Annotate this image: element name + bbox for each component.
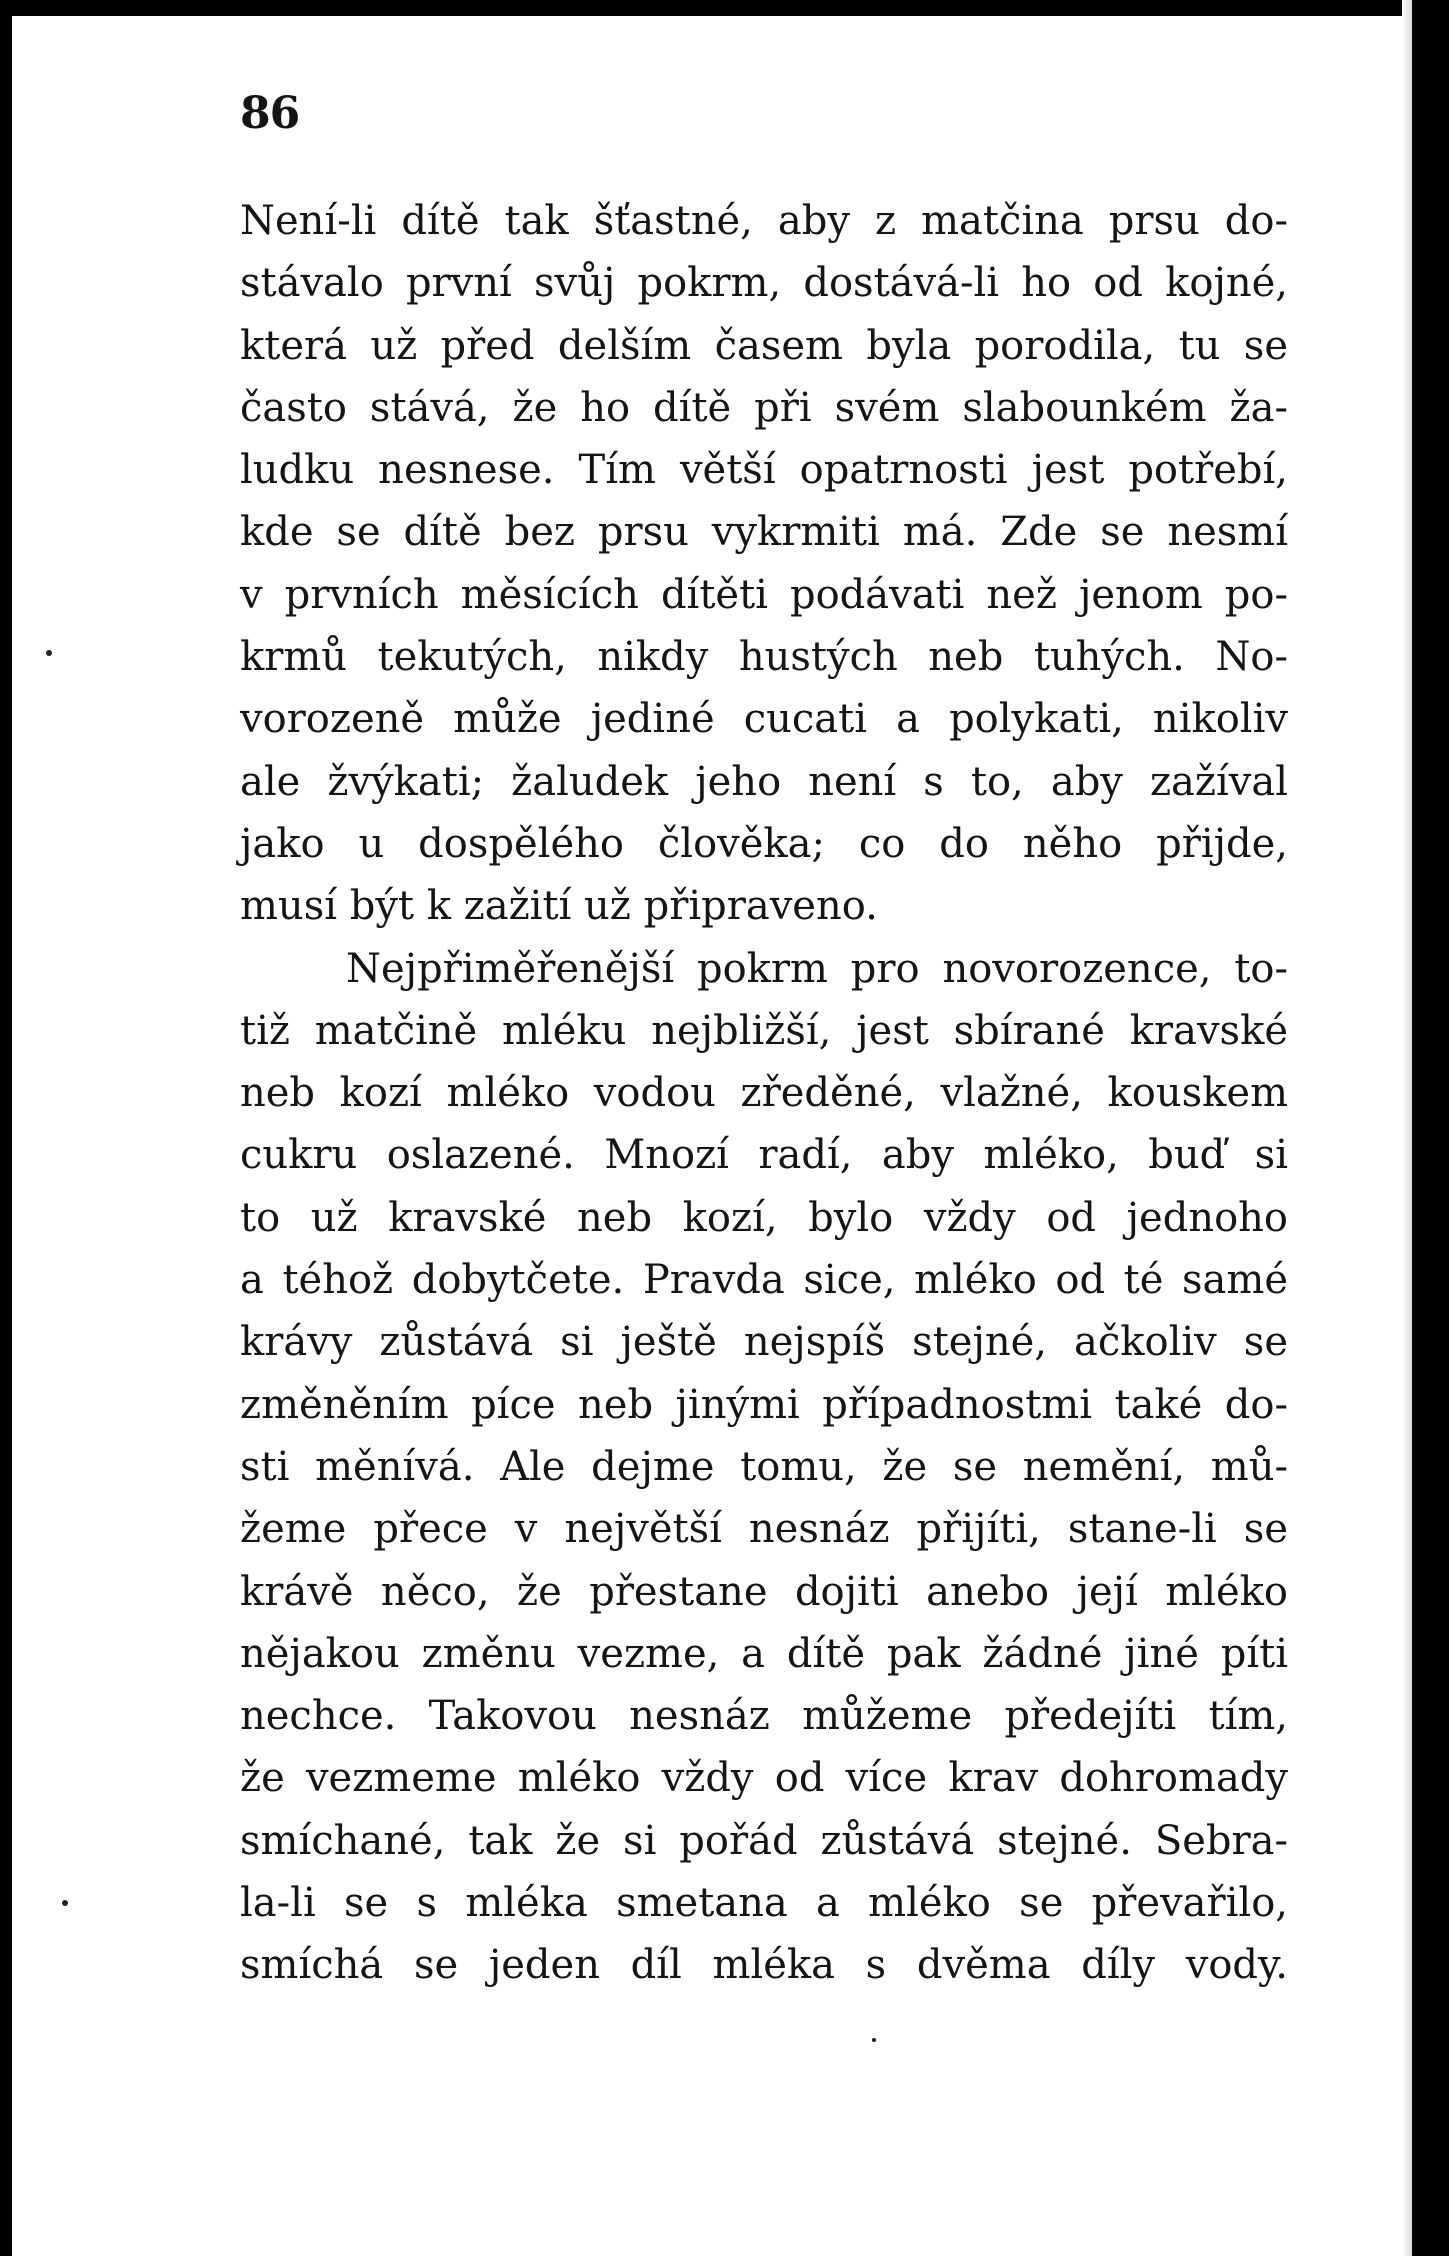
text-line: krávy zůstává si ještě nejspíš stejné, ačkoliv se bbox=[240, 1319, 1288, 1366]
text-line: musí být k zažití už připraveno. bbox=[240, 883, 878, 930]
text-line: sti měnívá. Ale dejme tomu, že se nemění, mů- bbox=[240, 1443, 1288, 1490]
text-line: neb kozí mléko vodou zředěné, vlažné, kouskem bbox=[240, 1070, 1288, 1117]
text-line: stávalo první svůj pokrm, dostává-li ho od kojné, bbox=[240, 260, 1288, 307]
text-line: Není-li dítě tak šťastné, aby z matčina prsu do- bbox=[240, 198, 1288, 244]
text-line: vorozeně může jediné cucati a polykati, nikoliv bbox=[240, 696, 1288, 743]
text-line: krávě něco, že přestane dojiti anebo její mléko bbox=[240, 1568, 1288, 1615]
text-line: a téhož dobytčete. Pravda sice, mléko od té samé bbox=[240, 1257, 1288, 1304]
text-line: žeme přece v největší nesnáz přijíti, stane-li se bbox=[240, 1506, 1288, 1553]
text-line: ale žvýkati; žaludek jeho není s to, aby zažíval bbox=[240, 758, 1288, 805]
text-line: cukru oslazené. Mnozí radí, aby mléko, buď si bbox=[240, 1132, 1288, 1179]
scan-speck bbox=[62, 1900, 68, 1906]
text-line: Nejpřiměřenější pokrm pro novorozence, to- bbox=[346, 945, 1288, 992]
text-line: to už kravské neb kozí, bylo vždy od jednoho bbox=[240, 1194, 1288, 1241]
text-line: jako u dospělého člověka; co do něho přijde, bbox=[240, 820, 1288, 867]
scan-speck bbox=[46, 650, 52, 656]
text-line: smíchané, tak že si pořád zůstává stejné. Sebra- bbox=[240, 1817, 1288, 1864]
text-line: smíchá se jeden díl mléka s dvěma díly vody. bbox=[240, 1942, 1288, 1989]
scan-border-left bbox=[0, 0, 12, 2256]
text-line: la-li se s mléka smetana a mléko se převařilo, bbox=[240, 1880, 1288, 1927]
text-line: nechce. Takovou nesnáz můžeme předejíti tím, bbox=[240, 1693, 1288, 1740]
text-line: krmů tekutých, nikdy hustých neb tuhých. No- bbox=[240, 634, 1288, 681]
text-line: nějakou změnu vezme, a dítě pak žádné jiné píti bbox=[240, 1630, 1288, 1677]
text-line: často stává, že ho dítě při svém slabounkém ža- bbox=[240, 384, 1288, 431]
body-text bbox=[240, 190, 1288, 1997]
text-line: která už před delším časem byla porodila, tu se bbox=[240, 322, 1288, 369]
scan-speck bbox=[872, 2038, 876, 2042]
text-line: změněním píce neb jinými případnostmi také do- bbox=[240, 1381, 1288, 1428]
text-line: v prvních měsících dítěti podávati než jenom po- bbox=[240, 571, 1288, 618]
scan-border-right bbox=[1412, 0, 1449, 2256]
scan-border-top bbox=[0, 0, 1449, 16]
page-number: 86 bbox=[240, 88, 300, 139]
text-line: kde se dítě bez prsu vykrmiti má. Zde se nesmí bbox=[240, 509, 1288, 556]
text-line: že vezmeme mléko vždy od více krav dohromady bbox=[240, 1755, 1288, 1802]
page-edge-shadow bbox=[1402, 0, 1412, 2256]
text-line: tiž matčině mléku nejbližší, jest sbírané kravské bbox=[240, 1007, 1288, 1054]
text-line: ludku nesnese. Tím větší opatrnosti jest potřebí, bbox=[240, 447, 1288, 494]
